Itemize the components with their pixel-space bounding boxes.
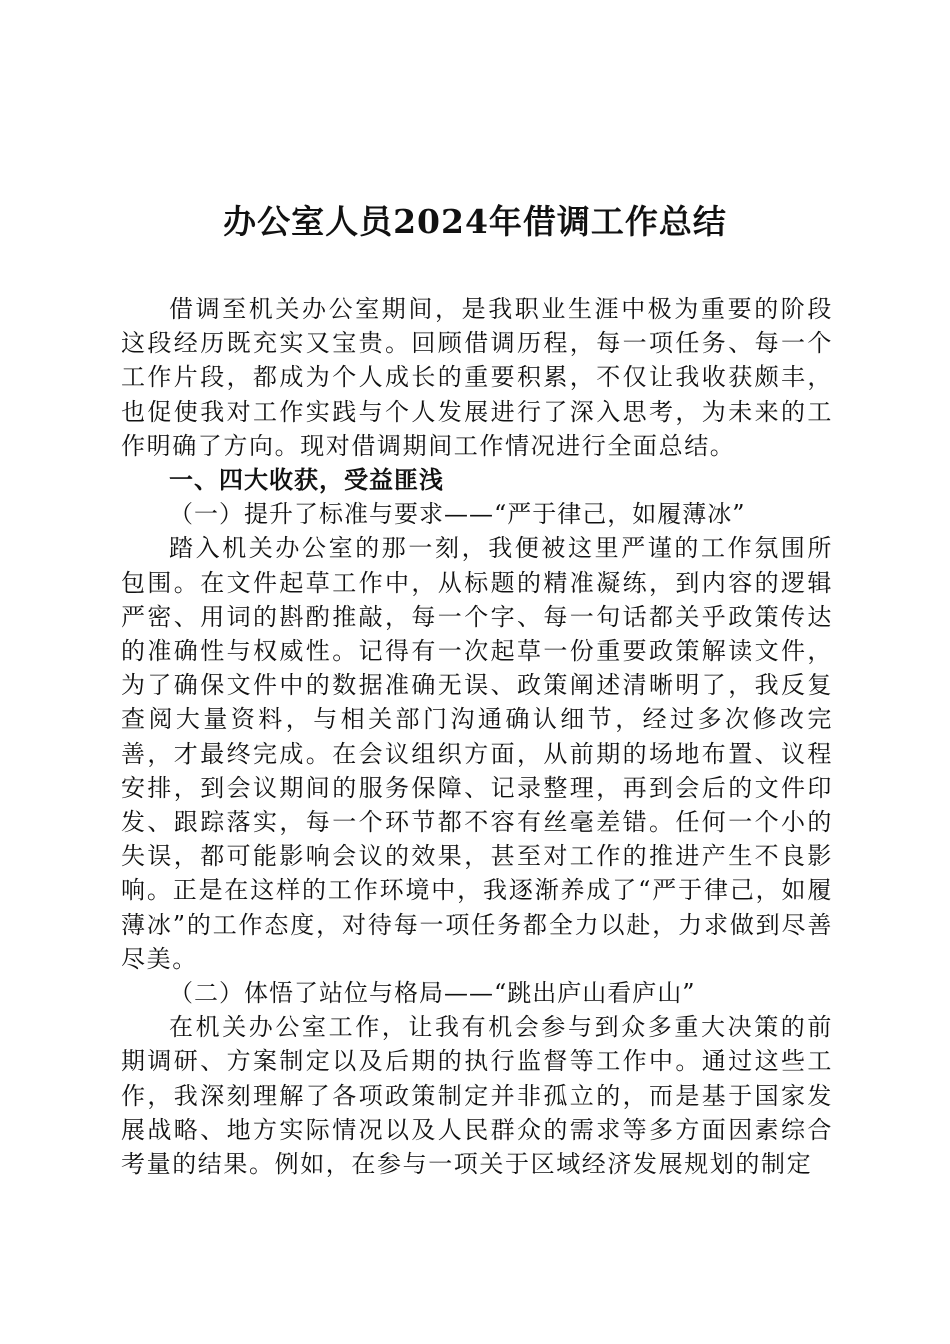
document-body (121, 292, 833, 1181)
section-heading-1: 一、四大收获，受益匪浅 (169, 465, 444, 495)
intro-paragraph: 借调至机关办公室期间，是我职业生涯中极为重要的阶段这段经历既充实又宝贵。回顾借调历程，每一项任务、每一个工作片段，都成为个人成长的重要积累，不仅让我收获颇丰，也促使我对工作实践与个人发展进行了深入思考，为未来的工作明确了方向。现对借调期间工作情况进行全面总结。 (121, 295, 833, 460)
subsection-heading-2: （二）体悟了站位与格局——“跳出庐山看庐山” (169, 979, 696, 1008)
subsection-heading-1: （一）提升了标准与要求——“严于律己，如履薄冰” (169, 500, 746, 529)
document-title: 办公室人员2024年借调工作总结 (223, 202, 727, 241)
body-paragraph: 在机关办公室工作，让我有机会参与到众多重大决策的前期调研、方案制定以及后期的执行监督等工作中。通过这些工作，我深刻理解了各项政策制定并非孤立的，而是基于国家发展战略、地方实际情况以及人民群众的需求等多方面因素综合考量的结果。例如，在参与一项关于区域经济发展规划的制定 (121, 1013, 833, 1179)
body-paragraph: 踏入机关办公室的那一刻，我便被这里严谨的工作氛围所包围。在文件起草工作中，从标题的精准凝练，到内容的逻辑严密、用词的斟酌推敲，每一个字、每一句话都关乎政策传达的准确性与权威性。记得有一次起草一份重要政策解读文件，为了确保文件中的数据准确无误、政策阐述清晰明了，我反复查阅大量资料，与相关部门沟通确认细节，经过多次修改完善，才最终完成。在会议组织方面，从前期的场地布置、议程安排，到会议期间的服务保障、记录整理，再到会后的文件印发、跟踪落实，每一个环节都不容有丝毫差错。任何一个小的失误，都可能影响会议的效果，甚至对工作的推进产生不良影响。正是在这样的工作环境中，我逐渐养成了“严于律己，如履薄冰”的工作态度，对待每一项任务都全力以赴，力求做到尽善尽美。 (121, 534, 833, 973)
